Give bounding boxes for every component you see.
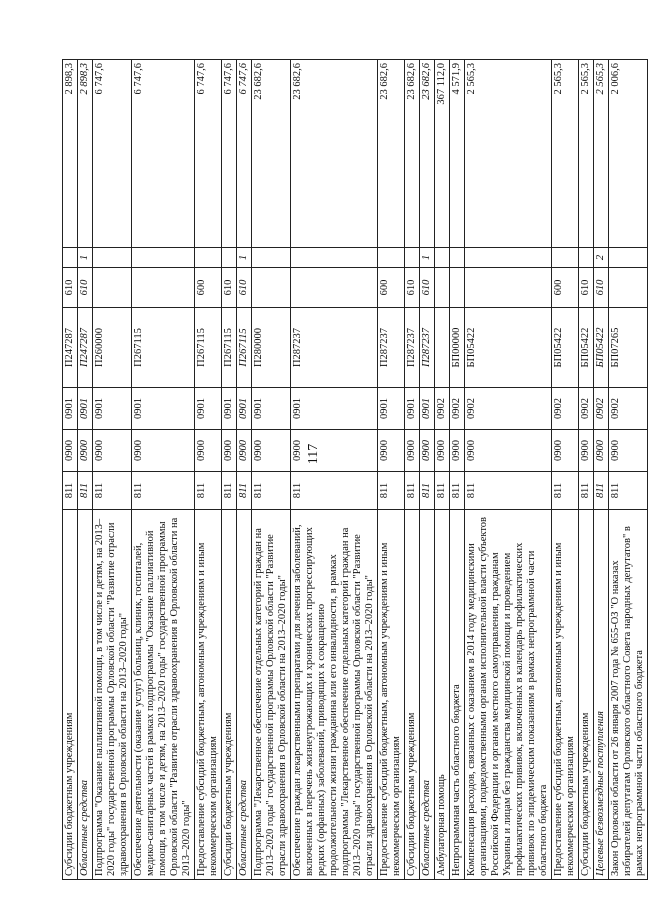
cell-code-target: П287237 [405,308,420,388]
cell-name: Областные средства [420,510,435,880]
table-row [291,60,378,880]
table-row [435,60,450,880]
cell-code-section: 0900 [435,430,450,472]
cell-code-subsection: 0902 [579,388,594,430]
cell-code-expense-type: 600 [552,268,579,308]
cell-code-source [579,248,594,268]
cell-code-section: 0900 [78,430,93,472]
cell-name: Областные средства [78,510,93,880]
cell-code-section: 0900 [195,430,222,472]
cell-code-admin: 811 [405,472,420,510]
cell-code-target: П280000 [252,308,291,388]
cell-amount: 23 682,6 [291,60,378,248]
cell-code-source: 2 [594,248,609,268]
cell-name: Областные средства [237,510,252,880]
cell-code-source: 1 [237,248,252,268]
cell-amount: 6 747,6 [132,60,195,248]
cell-code-admin: 811 [132,472,195,510]
cell-name: Субсидии бюджетным учреждениям [222,510,237,880]
cell-code-target: П260000 [93,308,132,388]
cell-code-section: 0900 [579,430,594,472]
table-row [420,60,435,880]
cell-code-admin: 811 [291,472,378,510]
cell-code-source: 1 [78,248,93,268]
cell-code-target: БП05422 [579,308,594,388]
cell-code-expense-type [93,268,132,308]
cell-code-expense-type [450,268,465,308]
cell-code-source [450,248,465,268]
cell-amount: 6 747,6 [93,60,132,248]
cell-amount: 23 682,6 [378,60,405,248]
cell-code-target: П287237 [420,308,435,388]
cell-code-expense-type: 610 [420,268,435,308]
cell-code-subsection: 0902 [435,388,450,430]
cell-code-admin: 811 [450,472,465,510]
cell-code-source [93,248,132,268]
cell-name: Подпрограмма "Оказание паллиативной помощи, в том числе и детям, на 2013–2020 годы" государственной программы Орловской области "Развитие отрасли здравоохранения в Орловской области на 2013–2020 годы" [93,510,132,880]
cell-code-target: БП07265 [609,308,648,388]
cell-code-subsection: 0901 [222,388,237,430]
cell-amount: 23 682,6 [420,60,435,248]
cell-code-expense-type [465,268,552,308]
cell-amount: 367 112,0 [435,60,450,248]
cell-name: Амбулаторная помощь [435,510,450,880]
cell-code-section: 0900 [420,430,435,472]
cell-code-section: 0900 [63,430,78,472]
cell-code-source [609,248,648,268]
table-row [63,60,78,880]
cell-code-source: 1 [420,248,435,268]
cell-code-section: 0900 [594,430,609,472]
cell-code-section: 0900 [552,430,579,472]
cell-code-source [435,248,450,268]
cell-code-section: 0900 [405,430,420,472]
rotated-document [62,60,648,880]
cell-amount: 2 565,3 [465,60,552,248]
cell-code-admin: 811 [93,472,132,510]
cell-amount: 6 747,6 [222,60,237,248]
cell-name: Подпрограмма "Лекарственное обеспечение отдельных категорий граждан на 2013–2020 годы" государственной программы Орловской области "Развитие отрасли здравоохранения в Орловской области на 2013–2020 годы" [252,510,291,880]
table-row [222,60,237,880]
cell-amount: 2 006,6 [609,60,648,248]
cell-code-subsection: 0901 [405,388,420,430]
cell-code-admin: 811 [222,472,237,510]
cell-amount: 2 898,3 [78,60,93,248]
cell-code-expense-type: 600 [378,268,405,308]
cell-name: Предоставление субсидий бюджетным, автономным учреждениям и иным некоммерческим организациям [552,510,579,880]
table-row [552,60,579,880]
cell-code-expense-type: 610 [78,268,93,308]
cell-code-subsection: 0901 [291,388,378,430]
cell-code-expense-type: 610 [237,268,252,308]
cell-code-source [405,248,420,268]
cell-code-subsection: 0902 [465,388,552,430]
cell-code-section: 0900 [465,430,552,472]
cell-code-section: 0900 [450,430,465,472]
cell-code-target: П267115 [195,308,222,388]
cell-amount: 23 682,6 [405,60,420,248]
cell-code-expense-type [435,268,450,308]
cell-code-target: П247287 [78,308,93,388]
cell-code-target: П267115 [237,308,252,388]
cell-code-section: 0900 [609,430,648,472]
table-row [78,60,93,880]
cell-code-admin: 811 [420,472,435,510]
cell-code-subsection: 0901 [63,388,78,430]
cell-code-source [222,248,237,268]
cell-amount: 2 565,3 [579,60,594,248]
cell-code-admin: 811 [195,472,222,510]
cell-code-admin: 811 [579,472,594,510]
cell-code-target: БП05422 [465,308,552,388]
cell-code-subsection: 0901 [132,388,195,430]
cell-code-subsection: 0901 [195,388,222,430]
table-row [252,60,291,880]
cell-code-expense-type: 610 [579,268,594,308]
cell-code-expense-type: 600 [195,268,222,308]
table-row [465,60,552,880]
budget-table [62,59,648,880]
cell-code-section: 0900 [222,430,237,472]
table-row [594,60,609,880]
cell-code-section: 0900 [93,430,132,472]
cell-code-expense-type [252,268,291,308]
cell-code-admin: 811 [63,472,78,510]
table-row [195,60,222,880]
cell-code-admin: 811 [252,472,291,510]
cell-amount: 23 682,6 [252,60,291,248]
cell-code-section: 0900 [378,430,405,472]
cell-code-subsection: 0901 [78,388,93,430]
table-row [450,60,465,880]
cell-code-expense-type: 610 [405,268,420,308]
cell-amount: 2 565,3 [594,60,609,248]
cell-code-subsection: 0901 [93,388,132,430]
table-row [579,60,594,880]
cell-name: Субсидии бюджетным учреждениям [405,510,420,880]
table-row [132,60,195,880]
cell-code-admin: 811 [465,472,552,510]
cell-code-target: БП05422 [552,308,579,388]
cell-code-subsection: 0901 [378,388,405,430]
cell-code-target: П247287 [63,308,78,388]
cell-code-subsection: 0901 [420,388,435,430]
cell-code-target: П267115 [132,308,195,388]
cell-name: Обеспечение деятельности (оказание услуг) больниц, клиник, госпиталей, медико-санитарных частей в рамках подпрограммы "Оказание паллиативной помощи, в том числе и детям, на 2013–2020 годы" государственной программы Орловской области "Развитие отрасли здравоохранения в Орловской области на 2013–2020 годы" [132,510,195,880]
cell-name: Предоставление субсидий бюджетным, автономным учреждениям и иным некоммерческим организациям [378,510,405,880]
cell-code-expense-type [132,268,195,308]
cell-code-source [291,248,378,268]
cell-name: Обеспечение граждан лекарственными препаратами для лечения заболеваний, включенных в перечень жизнеугрожающих и хронических прогрессирующих редких (орфанных) заболеваний, приводящих к сокращению продолжительности жизни гражданина или его инвалидности, в рамках подпрограммы "Лекарственное обеспечение отдельных категорий граждан на 2013–2020 годы" государственной программы Орловской области "Развитие отрасли здравоохранения в Орловской области на 2013–2020 годы" [291,510,378,880]
cell-code-expense-type [291,268,378,308]
cell-code-admin: 811 [237,472,252,510]
cell-code-subsection: 0902 [450,388,465,430]
cell-code-section: 0900 [291,430,378,472]
cell-code-expense-type: 610 [594,268,609,308]
cell-code-expense-type: 610 [63,268,78,308]
cell-code-admin: 811 [378,472,405,510]
cell-code-admin: 811 [594,472,609,510]
cell-code-target: БП00000 [450,308,465,388]
table-row [93,60,132,880]
cell-amount: 6 747,6 [195,60,222,248]
cell-code-source [465,248,552,268]
cell-name: Компенсация расходов, связанных с оказанием в 2014 году медицинскими организациями, подведомственными органам исполнительной власти субъектов Российской Федерации и органам местного самоуправления, гражданам Украины и лицам без гражданства медицинской помощи и проведением профилактических прививок, включенных в календарь профилактических прививок по эпидемическим показаниям в рамках непрограммной части областного бюджета [465,510,552,880]
cell-code-source [252,248,291,268]
cell-code-admin: 811 [78,472,93,510]
cell-amount: 6 747,6 [237,60,252,248]
cell-name: Целевые безвозмездные поступления [594,510,609,880]
cell-code-subsection: 0902 [594,388,609,430]
cell-amount: 2 898,3 [63,60,78,248]
cell-name: Субсидии бюджетным учреждениям [579,510,594,880]
cell-code-section: 0900 [132,430,195,472]
cell-code-section: 0900 [237,430,252,472]
cell-code-admin: 811 [609,472,648,510]
table-row [378,60,405,880]
page-number: 117 [306,443,321,465]
table-row [405,60,420,880]
cell-code-subsection: 0901 [252,388,291,430]
cell-amount: 4 571,9 [450,60,465,248]
table-row [237,60,252,880]
cell-name: Закон Орловской области от 26 января 2007 года № 655-ОЗ "О наказах избирателей депутатам Орловского областного Совета народных депутатов" в рамках непрограммной части областного бюджета [609,510,648,880]
cell-code-source [552,248,579,268]
cell-code-admin: 811 [552,472,579,510]
cell-code-target: П287237 [291,308,378,388]
cell-code-subsection: 0901 [237,388,252,430]
cell-name: Субсидии бюджетным учреждениям [63,510,78,880]
cell-code-admin: 811 [435,472,450,510]
cell-name: Непрограммная часть областного бюджета [450,510,465,880]
cell-code-source [378,248,405,268]
table-row [609,60,648,880]
cell-code-target: П287237 [378,308,405,388]
cell-code-subsection: 0902 [609,388,648,430]
cell-code-source [195,248,222,268]
cell-code-target: БП05422 [594,308,609,388]
cell-code-section: 0900 [252,430,291,472]
cell-code-expense-type: 610 [222,268,237,308]
cell-code-source [63,248,78,268]
cell-code-target [435,308,450,388]
cell-code-expense-type [609,268,648,308]
cell-code-subsection: 0902 [552,388,579,430]
cell-name: Предоставление субсидий бюджетным, автономным учреждениям и иным некоммерческим организациям [195,510,222,880]
cell-code-target: П267115 [222,308,237,388]
cell-amount: 2 565,3 [552,60,579,248]
cell-code-source [132,248,195,268]
